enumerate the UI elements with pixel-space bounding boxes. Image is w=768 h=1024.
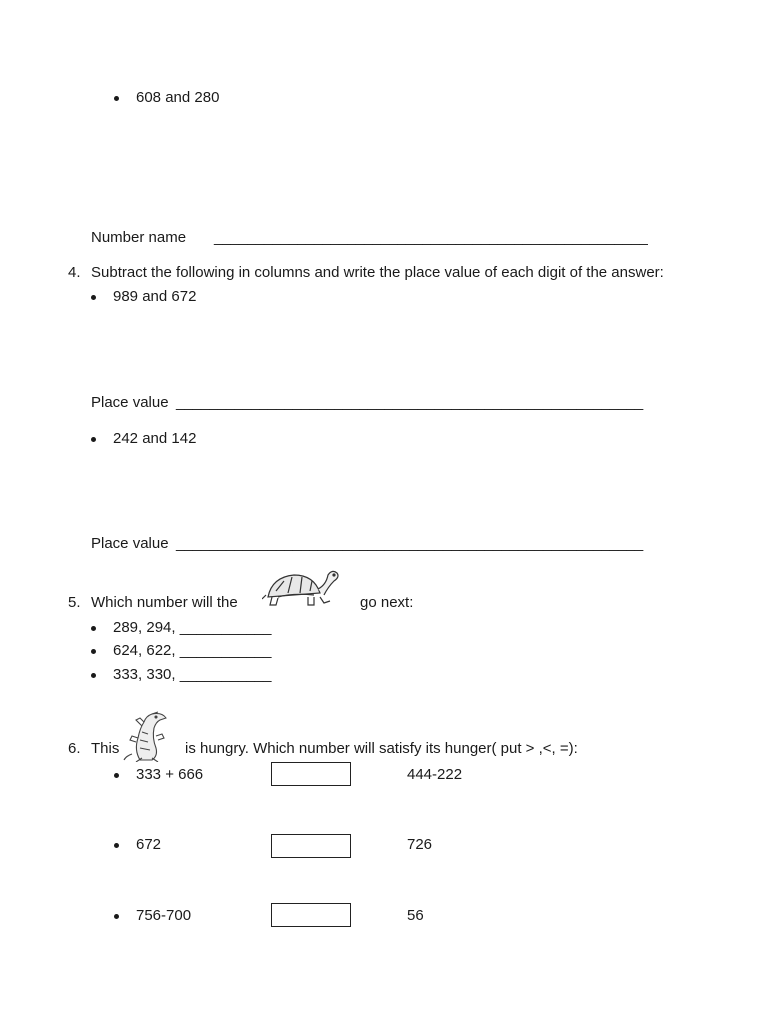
bullet: [91, 295, 96, 300]
comparison-answer-box[interactable]: [271, 834, 351, 858]
sequence-item: [91, 666, 272, 684]
bullet: [114, 843, 119, 848]
question-4-text: Subtract the following in columns and write the place value of each digit of the answer:: [91, 264, 664, 281]
comparison-row: [114, 907, 191, 925]
comparison-left: 672: [136, 836, 162, 853]
bullet: [91, 626, 96, 631]
sequence-item: [91, 619, 272, 637]
place-value-label: Place value: [91, 394, 169, 411]
question-number: 4.: [68, 264, 81, 281]
bullet: [114, 914, 119, 919]
comparison-left: 756-700: [136, 907, 192, 924]
comparison-row: [114, 836, 161, 854]
sequence-text[interactable]: 333, 330, ___________: [113, 666, 272, 683]
question-6-text-before: This: [91, 740, 120, 757]
question-4: [68, 264, 81, 282]
crocodile-icon: [122, 710, 178, 762]
list-item-989-672: [91, 288, 196, 306]
bullet: [91, 437, 96, 442]
comparison-answer-box[interactable]: [271, 903, 351, 927]
number-name-line[interactable]: ____________________________________________________: [214, 229, 648, 246]
comparison-right: 726: [407, 836, 433, 853]
sequence-text[interactable]: 624, 622, ___________: [113, 642, 272, 659]
sequence-text[interactable]: 289, 294, ___________: [113, 619, 272, 636]
question-6-text-after: is hungry. Which number will satisfy its hunger( put > ,<, =):: [185, 740, 578, 757]
pair-text: 608 and 280: [136, 89, 220, 106]
question-5-text-after: go next:: [360, 594, 414, 611]
bullet: [91, 649, 96, 654]
number-name-label: Number name: [91, 229, 187, 246]
bullet: [114, 773, 119, 778]
comparison-answer-box[interactable]: [271, 762, 351, 786]
question-5-number: 5.: [68, 594, 81, 611]
question-5-text-before: Which number will the: [91, 594, 238, 611]
list-item-608-280: [114, 89, 219, 107]
bullet: [91, 673, 96, 678]
sequence-item: [91, 642, 272, 660]
pair-text: 242 and 142: [113, 430, 197, 447]
number-name-row: [91, 229, 186, 247]
place-value-label: Place value: [91, 535, 169, 552]
list-item-242-142: [91, 430, 196, 448]
comparison-right: 56: [407, 907, 424, 924]
comparison-left: 333 + 666: [136, 766, 204, 783]
turtle-icon: [262, 567, 342, 611]
question-6-number: 6.: [68, 740, 81, 757]
place-value-line[interactable]: ________________________________________________________: [176, 394, 644, 411]
comparison-row: [114, 766, 203, 784]
comparison-right: 444-222: [407, 766, 463, 783]
place-value-line[interactable]: ________________________________________________________: [176, 535, 644, 552]
pair-text: 989 and 672: [113, 288, 197, 305]
bullet: [114, 96, 119, 101]
